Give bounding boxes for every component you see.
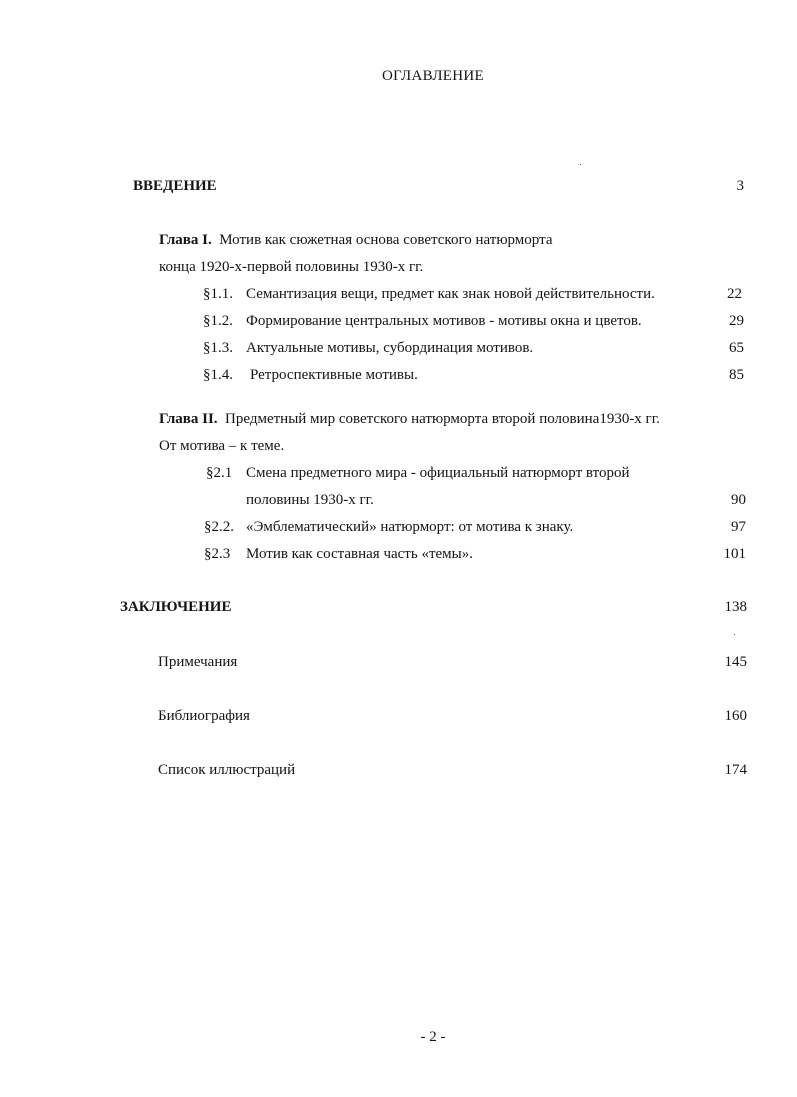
toc-section-num: §2.3 [204,546,231,562]
toc-intro-label: ВВЕДЕНИЕ [133,178,217,194]
toc-section-page: 90 [731,492,746,508]
toc-section-title: Смена предметного мира - официальный натюрморт второй [246,465,630,481]
toc-section-page: 65 [729,340,744,356]
toc-conclusion-label: ЗАКЛЮЧЕНИЕ [120,599,232,615]
toc-section-title: Ретроспективные мотивы. [250,367,418,383]
chapter1-title: Мотив как сюжетная основа советского натюрморта [219,232,553,248]
chapter1-label: Глава I. [159,232,212,248]
chapter2-title-line2: От мотива – к теме. [159,438,285,454]
toc-section-num: §1.4. [203,367,233,383]
toc-section-num: §1.3. [203,340,233,356]
toc-section-page: 101 [723,546,746,562]
toc-section-num: §2.2. [204,519,234,535]
toc-section-page: 29 [729,313,744,329]
toc-appendix-page: 145 [724,654,747,670]
toc-section-title: «Эмблематический» натюрморт: от мотива к знаку. [246,519,574,535]
page-title: ОГЛАВЛЕНИЕ [382,68,484,84]
toc-intro-page: 3 [736,178,744,194]
toc-section-page: 85 [729,367,744,383]
toc-section-title: Актуальные мотивы, субординация мотивов. [246,340,534,356]
toc-appendix-label: Список иллюстраций [158,762,296,778]
toc-section-num: §1.2. [203,313,233,329]
toc-appendix-page: 174 [724,762,747,778]
toc-appendix-page: 160 [724,708,747,724]
scan-speck [734,634,735,635]
toc-appendix-label: Библиография [158,708,250,724]
chapter2-title: Предметный мир советского натюрморта второй половина1930-х гг. [225,411,660,427]
chapter1-heading [159,232,553,249]
toc-section-title: Формирование центральных мотивов - мотивы окна и цветов. [246,313,642,329]
toc-section-title-line2: половины 1930-х гг. [246,492,374,508]
chapter2-heading [159,411,660,428]
toc-section-num: §1.1. [203,286,233,302]
toc-section-title: Мотив как составная часть «темы». [246,546,473,562]
toc-section-title: Семантизация вещи, предмет как знак новой действительности. [246,286,655,302]
scan-speck [580,164,581,165]
toc-appendix-label: Примечания [158,654,238,670]
chapter2-label: Глава II. [159,411,218,427]
toc-section-num: §2.1 [206,465,233,481]
toc-conclusion-page: 138 [724,599,747,615]
chapter1-title-line2: конца 1920-х-первой половины 1930-х гг. [159,259,424,275]
toc-section-page: 22 [727,286,742,302]
page-number: - 2 - [420,1029,446,1045]
toc-section-page: 97 [731,519,746,535]
